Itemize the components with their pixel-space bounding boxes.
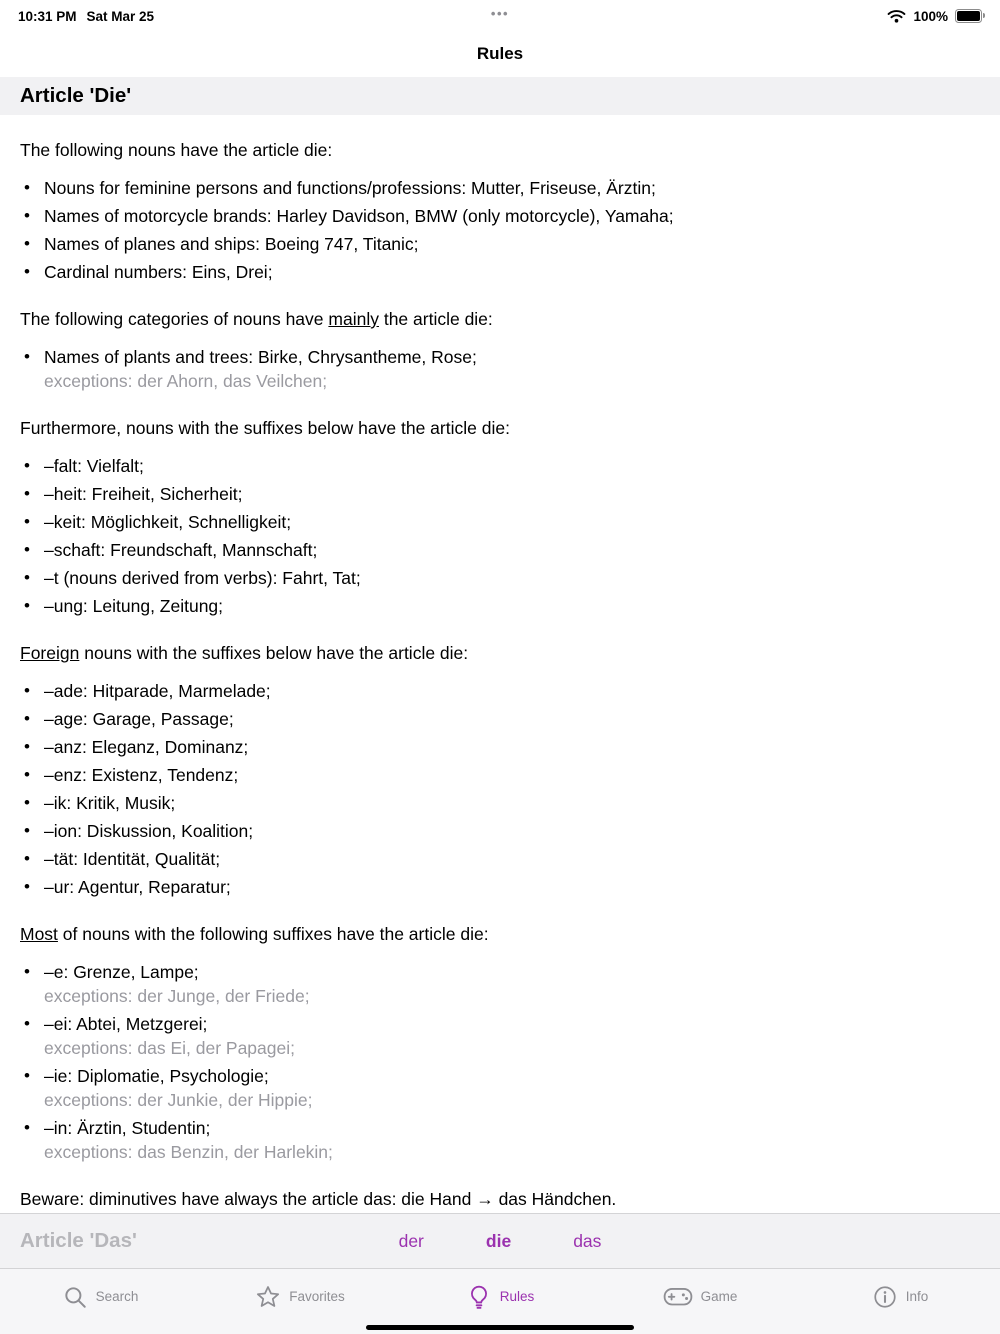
rule-item bbox=[24, 480, 980, 508]
rule-item-text: • –ung: Leitung, Zeitung; bbox=[44, 596, 224, 616]
rule-item-text: • –ik: Kritik, Musik; bbox=[44, 793, 176, 813]
tab-rules[interactable] bbox=[400, 1284, 600, 1310]
rules-body bbox=[0, 115, 1000, 1211]
tab-label: Favorites bbox=[289, 1289, 345, 1304]
article-switcher bbox=[393, 1227, 608, 1256]
rule-item bbox=[24, 452, 980, 480]
gamepad-icon bbox=[663, 1286, 693, 1308]
rule-paragraph bbox=[20, 922, 980, 946]
rule-list bbox=[20, 343, 980, 395]
rule-item-text: • Names of planes and ships: Boeing 747, Titanic; bbox=[44, 234, 419, 254]
status-bar bbox=[0, 0, 1000, 30]
exception-text: exceptions: das Benzin, der Harlekin; bbox=[44, 1142, 333, 1162]
info-icon bbox=[872, 1284, 898, 1310]
rule-item bbox=[24, 1114, 980, 1166]
rule-list bbox=[20, 958, 980, 1166]
rule-list bbox=[20, 174, 980, 286]
rule-item bbox=[24, 230, 980, 258]
rule-paragraph bbox=[20, 307, 980, 331]
rule-item-text: • –schaft: Freundschaft, Mannschaft; bbox=[44, 540, 318, 560]
rule-item-text: • –age: Garage, Passage; bbox=[44, 709, 234, 729]
tab-favorites[interactable] bbox=[200, 1284, 400, 1310]
rule-item bbox=[24, 536, 980, 564]
home-indicator[interactable] bbox=[366, 1325, 634, 1331]
rule-item-text: • –ion: Diskussion, Koalition; bbox=[44, 821, 254, 841]
rule-item bbox=[24, 789, 980, 817]
section-header-das: Article 'Das' bbox=[20, 1229, 137, 1252]
rule-list bbox=[20, 452, 980, 620]
paragraph-text: the article die: bbox=[378, 309, 493, 329]
exception-text: exceptions: das Ei, der Papagei; bbox=[44, 1038, 295, 1058]
status-left bbox=[18, 9, 154, 24]
rule-item-text: • Names of motorcycle brands: Harley Davidson, BMW (only motorcycle), Yamaha; bbox=[44, 206, 674, 226]
article-button-das[interactable]: das bbox=[567, 1227, 607, 1256]
section-header-text: Article 'Die' bbox=[20, 84, 132, 107]
rule-item bbox=[24, 1062, 980, 1114]
rule-item bbox=[24, 677, 980, 705]
battery-icon bbox=[955, 9, 982, 23]
rule-paragraph bbox=[20, 1187, 980, 1211]
rule-item bbox=[24, 258, 980, 286]
rule-item bbox=[24, 202, 980, 230]
paragraph-text: The following categories of nouns have bbox=[20, 309, 329, 329]
tab-info[interactable] bbox=[800, 1284, 1000, 1310]
status-right bbox=[887, 8, 982, 24]
rule-item-text: • –ei: Abtei, Metzgerei; bbox=[44, 1014, 208, 1034]
star-icon bbox=[255, 1284, 281, 1310]
rule-item bbox=[24, 592, 980, 620]
rule-item bbox=[24, 343, 980, 395]
paragraph-text: Beware: diminutives have always the article das: die Hand → das Händchen. bbox=[20, 1189, 617, 1209]
paragraph-text: Furthermore, nouns with the suffixes below have the article die: bbox=[20, 418, 510, 438]
rule-paragraph bbox=[20, 416, 980, 440]
tab-label: Search bbox=[95, 1289, 139, 1304]
rule-item-text: • –falt: Vielfalt; bbox=[44, 456, 144, 476]
rule-item bbox=[24, 705, 980, 733]
emphasized-word: Most bbox=[20, 924, 58, 944]
nav-bar bbox=[0, 30, 1000, 77]
paragraph-text: of nouns with the following suffixes have the article die: bbox=[57, 924, 489, 944]
rule-list bbox=[20, 677, 980, 901]
rule-item-text: • –t (nouns derived from verbs): Fahrt, Tat; bbox=[44, 568, 361, 588]
rule-item bbox=[24, 958, 980, 1010]
lightbulb-icon bbox=[466, 1284, 492, 1310]
tab-label: Info bbox=[905, 1289, 929, 1304]
rule-item-text: • –ie: Diplomatie, Psychologie; bbox=[44, 1066, 269, 1086]
emphasized-word: Foreign bbox=[20, 643, 80, 663]
paragraph-text: nouns with the suffixes below have the article die: bbox=[79, 643, 469, 663]
section-header-die bbox=[0, 77, 1000, 115]
battery-percent: 100% bbox=[913, 8, 948, 24]
exception-text: exceptions: der Junkie, der Hippie; bbox=[44, 1090, 313, 1110]
search-icon bbox=[62, 1284, 88, 1310]
multitask-dots-icon: ••• bbox=[490, 6, 510, 21]
rule-item-text: • –tät: Identität, Qualität; bbox=[44, 849, 221, 869]
tab-game[interactable] bbox=[600, 1286, 800, 1308]
wifi-icon bbox=[887, 8, 906, 24]
rule-item-text: • Nouns for feminine persons and functions/professions: Mutter, Friseuse, Ärztin; bbox=[44, 178, 656, 198]
tab-label: Rules bbox=[499, 1289, 535, 1304]
article-button-der[interactable]: der bbox=[393, 1227, 430, 1256]
rule-item-text: • Names of plants and trees: Birke, Chrysantheme, Rose; bbox=[44, 347, 477, 367]
rule-item-text: • Cardinal numbers: Eins, Drei; bbox=[44, 262, 273, 282]
tab-search[interactable] bbox=[0, 1284, 200, 1310]
rule-item bbox=[24, 174, 980, 202]
emphasized-word: mainly bbox=[328, 309, 379, 329]
article-button-die[interactable]: die bbox=[480, 1227, 517, 1256]
rule-item bbox=[24, 817, 980, 845]
rule-item-text: • –ur: Agentur, Reparatur; bbox=[44, 877, 231, 897]
rule-item bbox=[24, 1010, 980, 1062]
rule-item bbox=[24, 761, 980, 789]
rule-paragraph bbox=[20, 138, 980, 162]
exception-text: exceptions: der Ahorn, das Veilchen; bbox=[44, 371, 328, 391]
rule-item-text: • –e: Grenze, Lampe; bbox=[44, 962, 199, 982]
bottom-toolbar bbox=[0, 1213, 1000, 1268]
tab-label: Game bbox=[700, 1289, 738, 1304]
paragraph-text: The following nouns have the article die: bbox=[20, 140, 333, 160]
page-title: Rules bbox=[476, 43, 524, 63]
rule-item bbox=[24, 508, 980, 536]
rule-item-text: • –heit: Freiheit, Sicherheit; bbox=[44, 484, 243, 504]
rule-item bbox=[24, 733, 980, 761]
rule-paragraph bbox=[20, 641, 980, 665]
rule-item-text: • –in: Ärztin, Studentin; bbox=[44, 1118, 211, 1138]
rule-item-text: • –anz: Eleganz, Dominanz; bbox=[44, 737, 249, 757]
clock: 10:31 PM bbox=[18, 8, 77, 24]
rule-item bbox=[24, 564, 980, 592]
rule-item bbox=[24, 845, 980, 873]
footer bbox=[0, 1213, 1000, 1334]
rule-item-text: • –ade: Hitparade, Marmelade; bbox=[44, 681, 271, 701]
status-date: Sat Mar 25 bbox=[86, 8, 155, 24]
rule-item-text: • –enz: Existenz, Tendenz; bbox=[44, 765, 239, 785]
rule-item-text: • –keit: Möglichkeit, Schnelligkeit; bbox=[44, 512, 292, 532]
exception-text: exceptions: der Junge, der Friede; bbox=[44, 986, 310, 1006]
rule-item bbox=[24, 873, 980, 901]
